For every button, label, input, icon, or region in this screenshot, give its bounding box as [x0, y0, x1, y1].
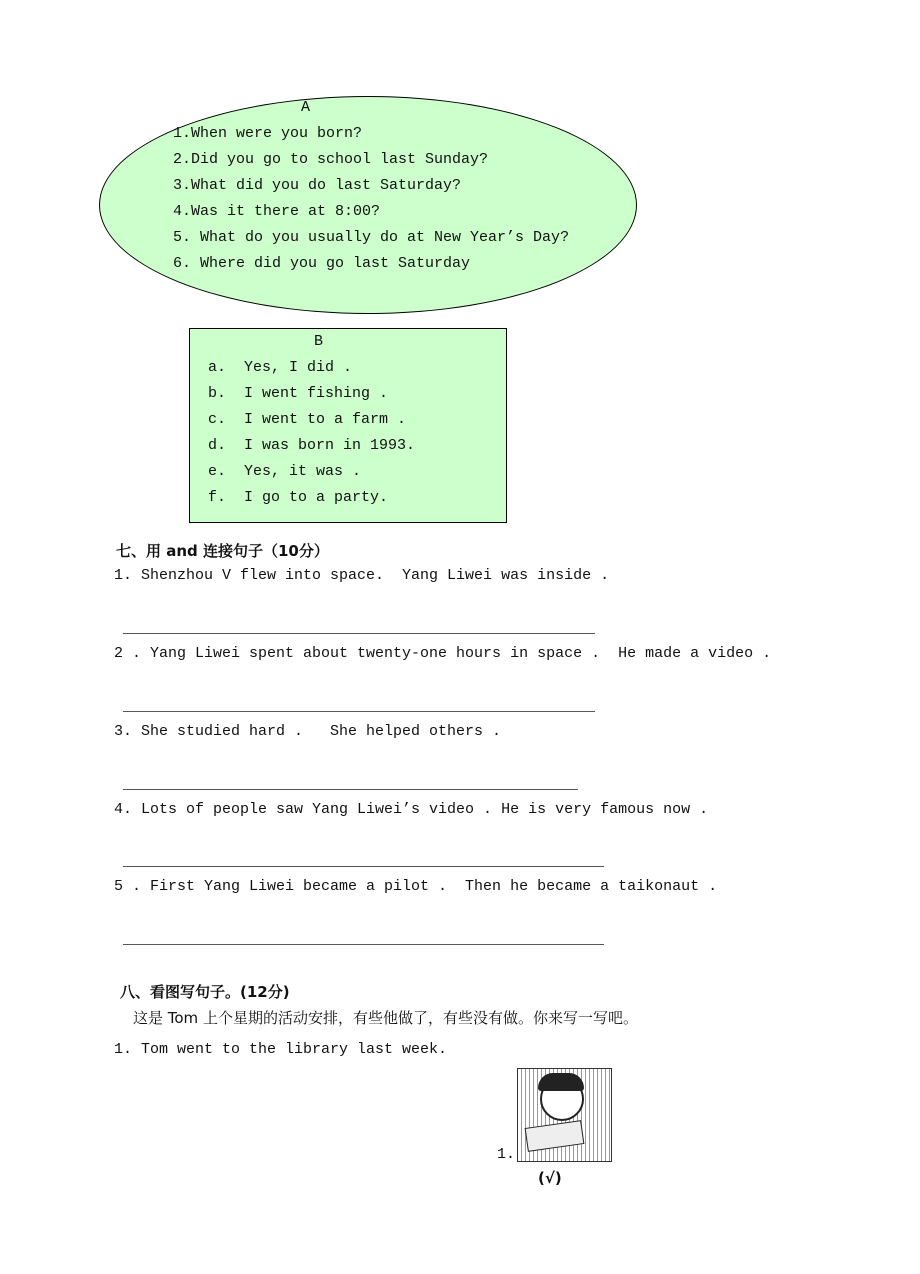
- sentence-item: 1. Shenzhou V flew into space. Yang Liwei was inside .: [114, 567, 610, 584]
- box-b-title: B: [314, 333, 324, 350]
- question-item: 6. Where did you go last Saturday: [173, 255, 471, 272]
- section-8-instruction: 这是 Tom 上个星期的活动安排，有些他做了，有些没有做。你来写一写吧。: [133, 1009, 638, 1027]
- question-item: 2.Did you go to school last Sunday?: [173, 151, 489, 168]
- answer-line[interactable]: [123, 866, 604, 867]
- answer-item: d. I was born in 1993.: [208, 437, 416, 454]
- answer-item: f. I go to a party.: [208, 489, 389, 506]
- answer-item: e. Yes, it was .: [208, 463, 362, 480]
- answer-item: a. Yes, I did .: [208, 359, 353, 376]
- answer-item: b. I went fishing .: [208, 385, 389, 402]
- box-a-title: A: [301, 99, 311, 116]
- question-item: 4.Was it there at 8:00?: [173, 203, 381, 220]
- question-item: 3.What did you do last Saturday?: [173, 177, 462, 194]
- sentence-item: 2 . Yang Liwei spent about twenty-one hours in space . He made a video .: [114, 645, 772, 662]
- sentence-item: 4. Lots of people saw Yang Liwei’s video . He is very famous now .: [114, 801, 709, 818]
- section-7-heading: 七、用 and 连接句子（10分）: [116, 542, 329, 560]
- sentence-item: 5 . First Yang Liwei became a pilot . Then he became a taikonaut .: [114, 878, 718, 895]
- answer-line[interactable]: [123, 711, 595, 712]
- sentence-item: 3. She studied hard . She helped others .: [114, 723, 502, 740]
- example-sentence: 1. Tom went to the library last week.: [114, 1041, 448, 1058]
- picture-number: 1.: [497, 1146, 516, 1163]
- answer-line[interactable]: [123, 633, 595, 634]
- answer-line[interactable]: [123, 944, 604, 945]
- library-reading-picture: [517, 1068, 612, 1162]
- section-8-heading: 八、看图写句子。(12分): [120, 983, 290, 1001]
- question-item: 1.When were you born?: [173, 125, 363, 142]
- check-mark: (√): [538, 1169, 562, 1187]
- question-item: 5. What do you usually do at New Year’s Day?: [173, 229, 570, 246]
- answer-item: c. I went to a farm .: [208, 411, 407, 428]
- answer-line[interactable]: [123, 789, 578, 790]
